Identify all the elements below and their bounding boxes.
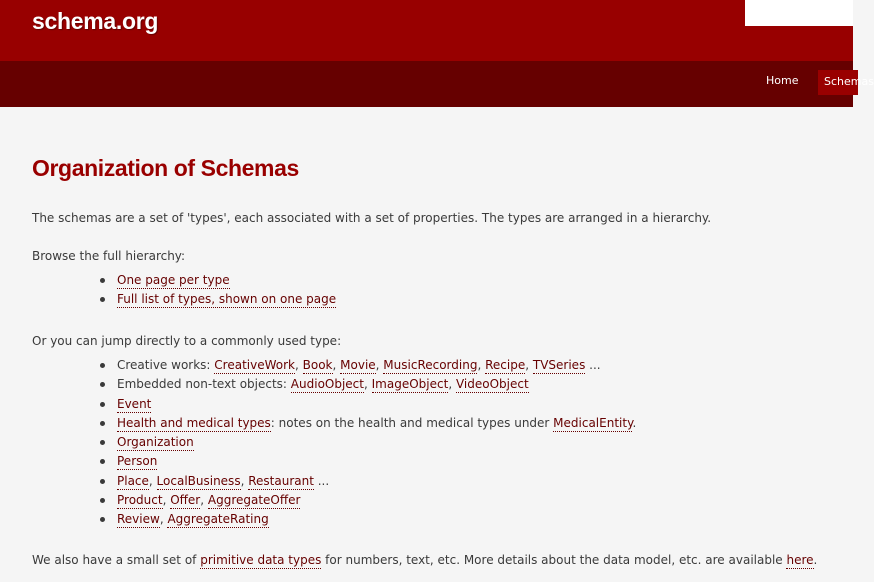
type-list [100, 356, 636, 530]
medicalentity-link[interactable]: MedicalEntity [553, 415, 633, 430]
list-item [100, 452, 636, 471]
audioobject-link[interactable]: AudioObject [290, 377, 364, 392]
list-item [100, 290, 336, 309]
place-link[interactable]: Place [117, 473, 149, 488]
primitive-data-types-link[interactable]: primitive data types [200, 553, 322, 567]
aggregaterating-link[interactable]: AggregateRating [167, 512, 269, 527]
footer-pre: We also have a small set of [32, 553, 201, 567]
browse-list [100, 271, 336, 310]
site-logo[interactable]: schema.org [32, 8, 159, 34]
header-bar [0, 0, 853, 61]
one-page-per-type-link[interactable]: One page per type [117, 273, 230, 287]
review-link[interactable]: Review [117, 512, 160, 527]
footer-mid: for numbers, text, etc. More details about the data model, etc. are available [321, 553, 787, 567]
health-types-link[interactable]: Health and medical types [117, 415, 271, 430]
place-suffix: ... [313, 473, 330, 488]
list-item [100, 433, 636, 452]
nav-schemas-link[interactable]: Schemas [818, 70, 858, 95]
browse-label: Browse the full hierarchy: [32, 249, 186, 263]
book-link[interactable]: Book [302, 358, 333, 372]
footer-text [32, 553, 817, 567]
videoobject-link[interactable]: VideoObject [455, 377, 529, 392]
musicrecording-link[interactable]: MusicRecording [383, 358, 478, 372]
page-title: Organization of Schemas [32, 155, 299, 181]
health-text: : notes on the health and medical types under [270, 415, 554, 430]
health-end: . [632, 415, 637, 430]
full-list-link[interactable]: Full list of types, shown on one page [117, 292, 337, 307]
creative-suffix: ... [585, 358, 601, 372]
person-link[interactable]: Person [117, 454, 158, 469]
creativework-link[interactable]: CreativeWork [214, 358, 295, 372]
list-item [100, 271, 336, 290]
list-item: Place, LocalBusiness, Restaurant ... [100, 472, 636, 491]
tvseries-link[interactable]: TVSeries [532, 358, 586, 372]
search-input[interactable] [745, 0, 853, 26]
here-link[interactable]: here [786, 553, 814, 567]
movie-link[interactable]: Movie [340, 358, 376, 372]
product-link[interactable]: Product [117, 493, 163, 508]
list-item: Embedded non-text objects: AudioObject, ImageObject, VideoObject [100, 375, 636, 394]
list-item: Review, AggregateRating [100, 510, 636, 529]
list-item: Creative works: CreativeWork, Book, Movie, MusicRecording, Recipe, TVSeries ... [100, 356, 636, 375]
list-item: Product, Offer, AggregateOffer [100, 491, 636, 510]
restaurant-link[interactable]: Restaurant [248, 473, 314, 488]
nav-home-link[interactable]: Home [766, 74, 799, 87]
imageobject-link[interactable]: ImageObject [371, 377, 449, 392]
list-item [100, 395, 636, 414]
jump-label: Or you can jump directly to a commonly used type: [32, 334, 342, 348]
recipe-link[interactable]: Recipe [485, 358, 526, 372]
event-link[interactable]: Event [117, 396, 152, 411]
organization-link[interactable]: Organization [117, 435, 194, 450]
localbusiness-link[interactable]: LocalBusiness [156, 473, 241, 488]
creative-prefix: Creative works: [117, 358, 215, 372]
list-item [100, 414, 636, 433]
aggregateoffer-link[interactable]: AggregateOffer [207, 493, 301, 508]
footer-end: . [813, 553, 818, 567]
intro-text: The schemas are a set of 'types', each associated with a set of properties. The types are arranged in a hierarchy. [32, 211, 712, 225]
offer-link[interactable]: Offer [170, 493, 201, 508]
embedded-prefix: Embedded non-text objects: [117, 377, 291, 392]
nav-bar [0, 61, 853, 107]
